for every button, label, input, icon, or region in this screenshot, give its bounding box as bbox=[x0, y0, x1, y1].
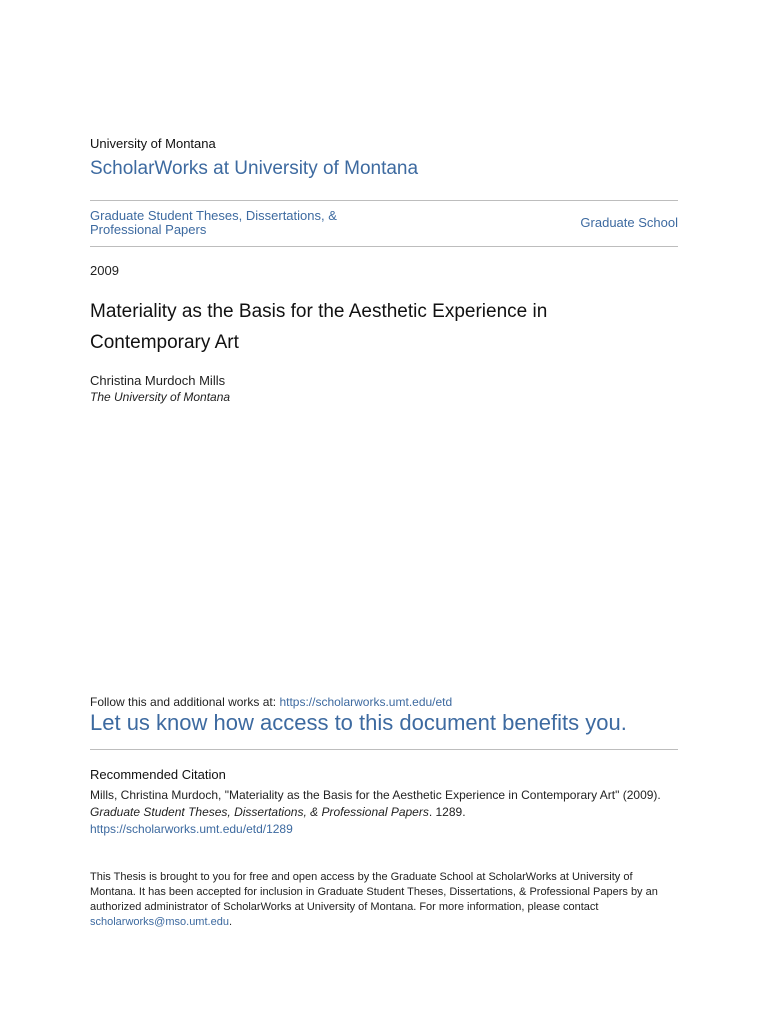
access-statement bbox=[90, 870, 678, 930]
collection-link[interactable]: Graduate Student Theses, Dissertations, & Professional Papers bbox=[90, 208, 337, 237]
citation-series: Graduate Student Theses, Dissertations, & Professional Papers bbox=[90, 805, 429, 819]
top-divider bbox=[90, 200, 678, 201]
contact-email-link[interactable]: scholarworks@mso.umt.edu bbox=[90, 916, 229, 928]
access-statement-end: . bbox=[228, 916, 232, 928]
publication-year: 2009 bbox=[90, 263, 119, 278]
author-affiliation: The University of Montana bbox=[90, 390, 231, 404]
citation-heading: Recommended Citation bbox=[90, 767, 226, 782]
institution-name: University of Montana bbox=[90, 136, 216, 151]
author-name: Christina Murdoch Mills bbox=[90, 373, 226, 388]
collection-url-link[interactable]: https://scholarworks.umt.edu/etd bbox=[279, 695, 453, 709]
access-statement-text: This Thesis is brought to you for free and open access by the Graduate School at ScholarWorks at University of Montana. It has been accepted for inclusion in Graduate Student Theses, Dissertations, & Professional Papers by an authorized administrator of ScholarWorks at University of Montana. For more information, please contact bbox=[90, 871, 658, 913]
citation-number: . 1289. bbox=[428, 805, 466, 819]
citation-url-link[interactable]: https://scholarworks.umt.edu/etd/1289 bbox=[90, 822, 293, 836]
cover-page bbox=[90, 0, 678, 1024]
repository-link[interactable]: ScholarWorks at University of Montana bbox=[90, 158, 419, 179]
follow-line bbox=[90, 695, 452, 709]
document-title: Materiality as the Basis for the Aesthetic Experience in Contemporary Art bbox=[90, 301, 548, 353]
citation-divider bbox=[90, 749, 678, 750]
parent-collection-link[interactable]: Graduate School bbox=[580, 215, 678, 230]
citation-main: Mills, Christina Murdoch, "Materiality as the Basis for the Aesthetic Experience in Contemporary Art" (2009). bbox=[90, 788, 661, 802]
breadcrumb-divider bbox=[90, 246, 678, 247]
citation-text bbox=[90, 787, 678, 838]
follow-prefix: Follow this and additional works at: bbox=[90, 695, 280, 709]
feedback-link[interactable]: Let us know how access to this document benefits you. bbox=[90, 710, 627, 735]
